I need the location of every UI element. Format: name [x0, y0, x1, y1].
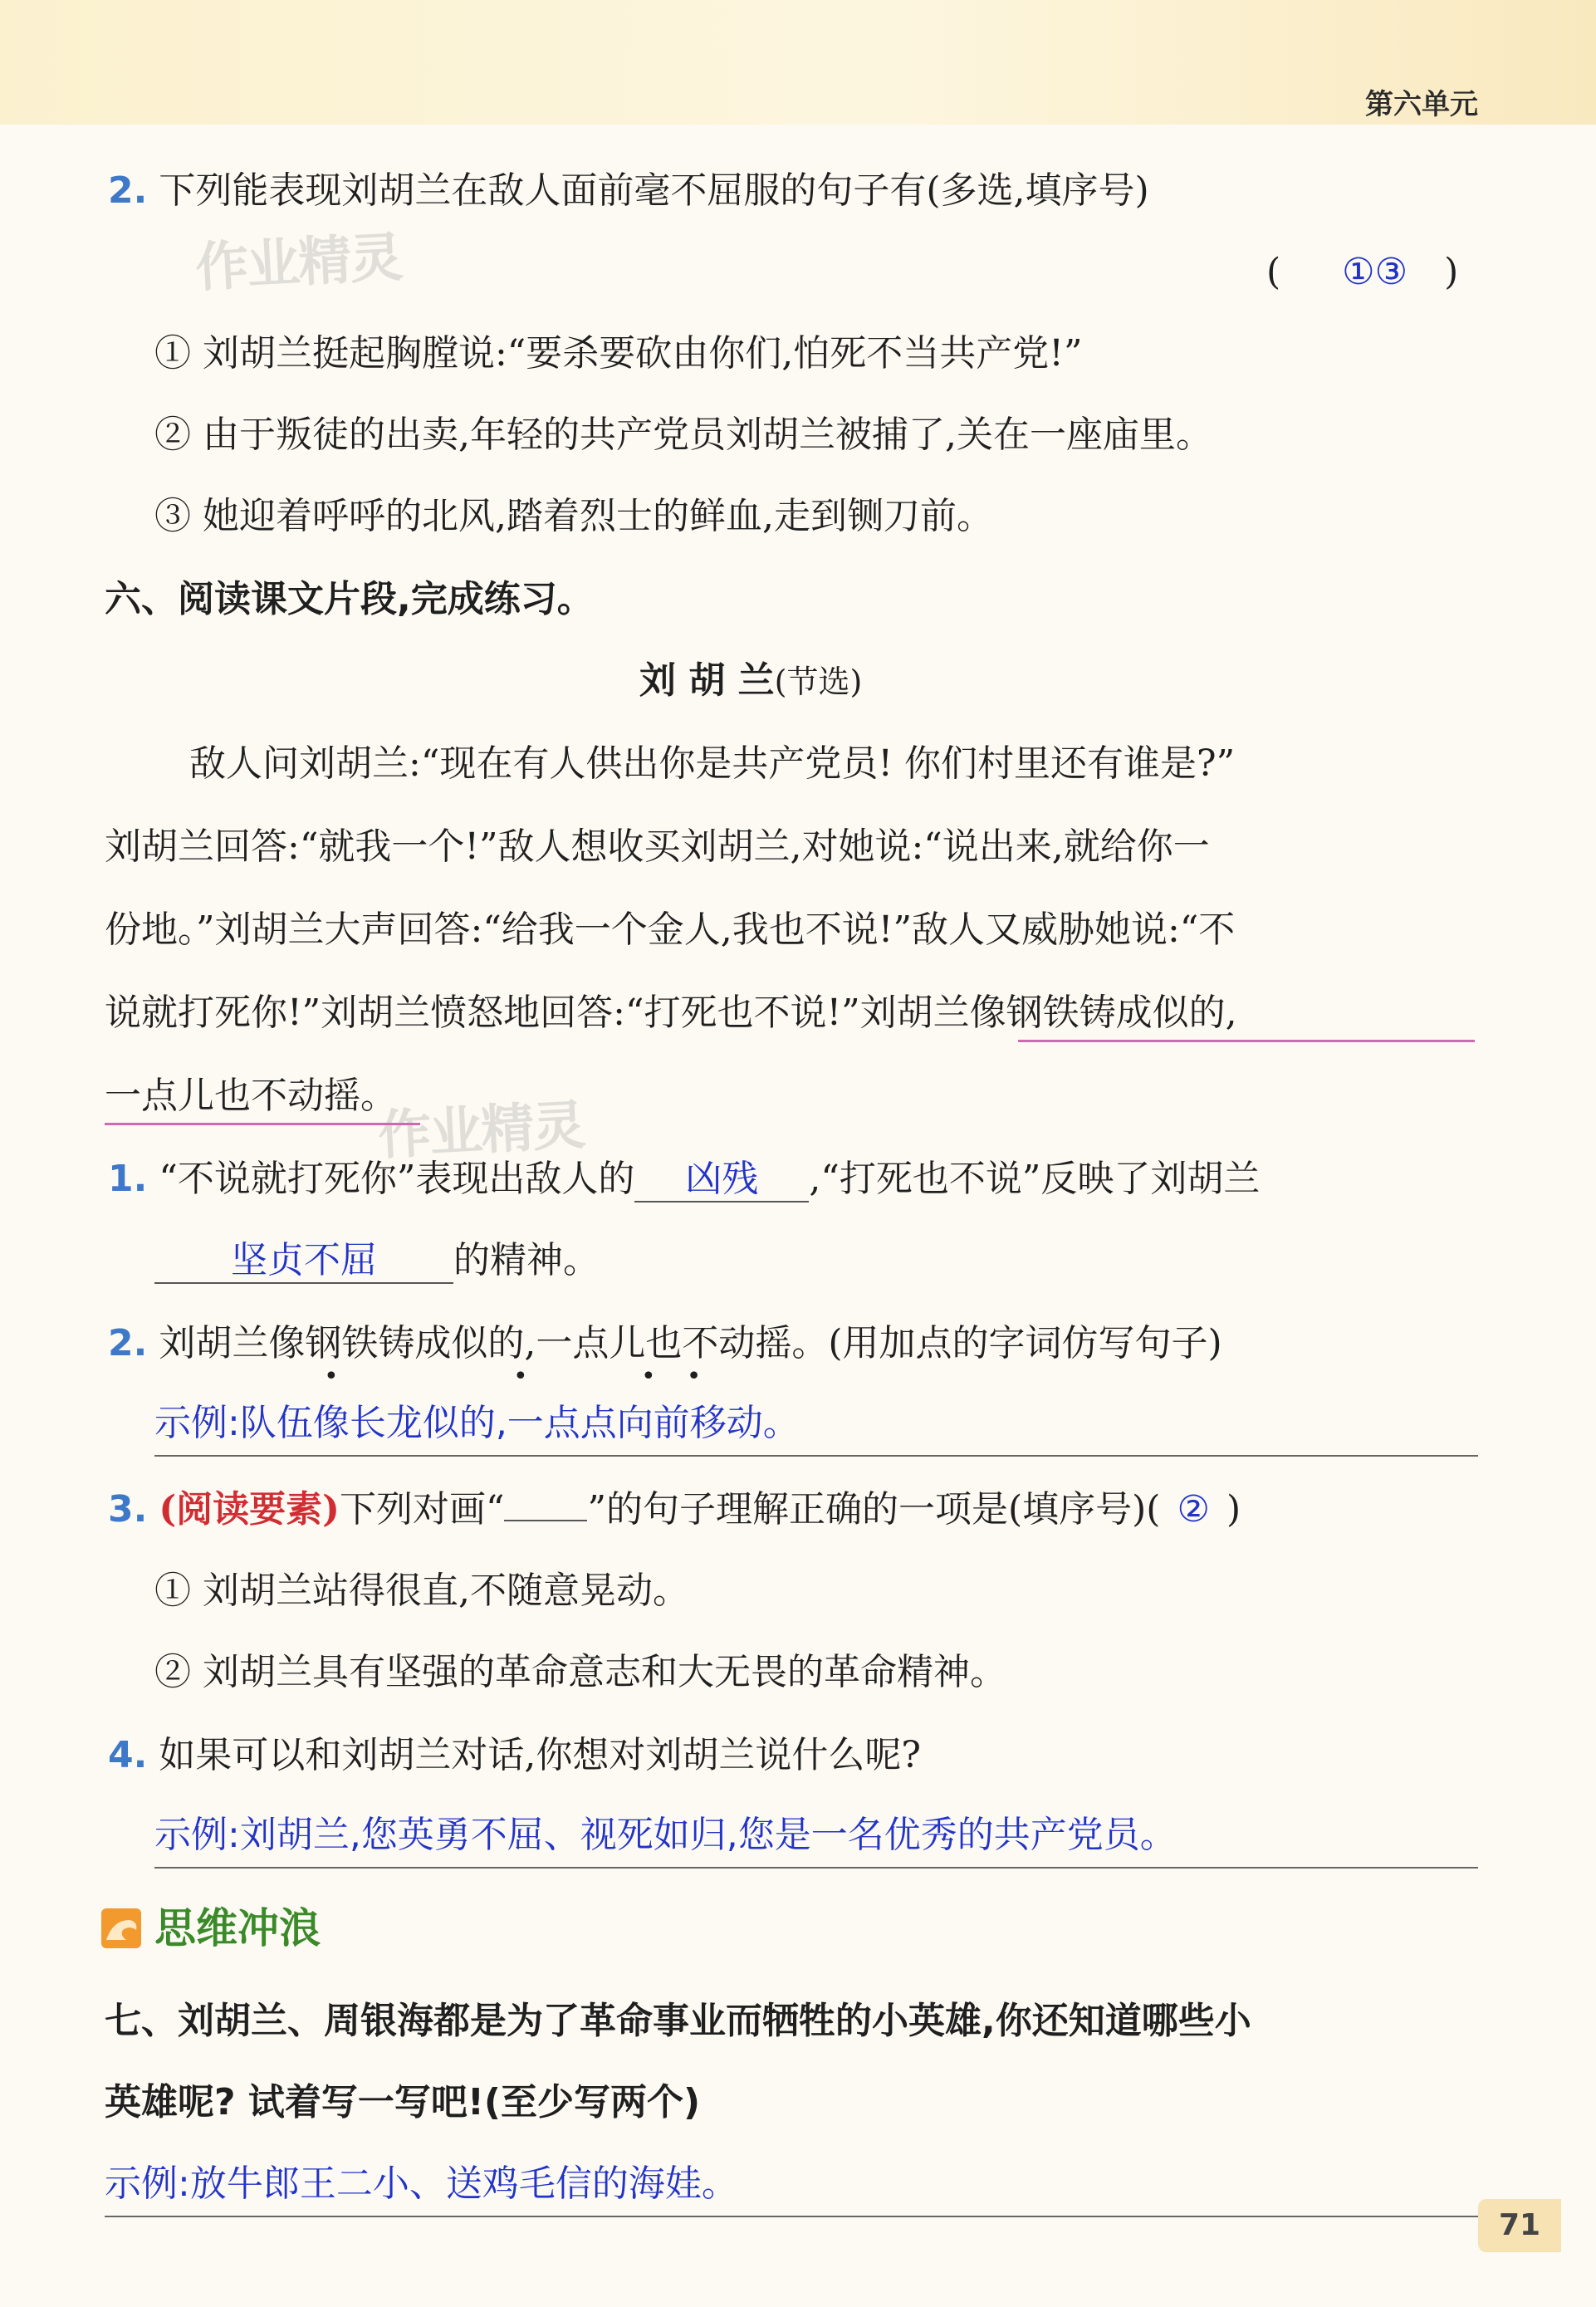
- q6-2-number: 2.: [108, 1322, 148, 1364]
- q6-1-line2: [154, 1236, 600, 1286]
- q6-1-text: ,“打死也不说”反映了刘胡兰: [809, 1158, 1261, 1200]
- q2-paren-open: (: [1266, 251, 1281, 293]
- underline-mark: [105, 1123, 420, 1125]
- watermark: 作业精灵: [376, 1095, 586, 1168]
- wave-icon: [101, 1908, 141, 1948]
- thinking-title: 思维冲浪: [154, 1904, 321, 1952]
- q6-2-text: 刘胡兰像钢铁铸成似的,一点儿也不动摇。(用加点的字词仿写句子): [159, 1322, 1222, 1364]
- passage-underlined-b: 一点儿也不动摇。: [105, 1075, 397, 1117]
- q6-1-line1: [108, 1154, 1260, 1204]
- emphasis-dot: •: [324, 1362, 339, 1391]
- q6-1-text: “不说就打死你”表现出敌人的: [159, 1158, 635, 1200]
- answer-rule: [154, 1455, 1478, 1457]
- q2-option: ③ 她迎着呼呼的北风,踏着烈士的鲜血,走到铡刀前。: [154, 495, 993, 537]
- q6-3-blank: [504, 1520, 587, 1521]
- passage-line: 刘胡兰回答:“就我一个!”敌人想收买刘胡兰,对她说:“说出来,就给你一: [105, 825, 1210, 868]
- underline-mark: [1018, 1040, 1475, 1042]
- header-band: [0, 0, 1596, 125]
- q6-2-answer: 示例:队伍像长龙似的,一点点向前移动。: [154, 1402, 800, 1444]
- q2-answer-box: [1266, 247, 1458, 297]
- q2-answer: ①③: [1342, 251, 1408, 293]
- q6-1-blank1: 凶残: [634, 1158, 809, 1202]
- q2-paren-close: ): [1444, 251, 1459, 293]
- section7-answer: 示例:放牛郎王二小、送鸡毛信的海娃。: [105, 2163, 738, 2205]
- q6-4-answer: 示例:刘胡兰,您英勇不屈、视死如归,您是一名优秀的共产党员。: [154, 1814, 1177, 1856]
- q6-3-answer: ②: [1177, 1488, 1210, 1531]
- section6-title: 六、阅读课文片段,完成练习。: [105, 578, 594, 620]
- q6-3-option: ① 刘胡兰站得很直,不随意晃动。: [154, 1570, 689, 1612]
- q2-text: 下列能表现刘胡兰在敌人面前毫不屈服的句子有(多选,填序号): [159, 169, 1149, 212]
- q6-1-text: 的精神。: [453, 1239, 600, 1281]
- passage-line: 敌人问刘胡兰:“现在有人供出你是共产党员! 你们村里还有谁是?”: [189, 742, 1236, 785]
- passage-title-note: (节选): [774, 664, 863, 700]
- passage-title: [639, 656, 862, 707]
- q6-1-number: 1.: [108, 1158, 148, 1200]
- q6-2-stem: [108, 1319, 1222, 1369]
- answer-rule: [105, 2216, 1478, 2217]
- q6-3-stem: [108, 1485, 1241, 1535]
- q6-4-stem: [108, 1731, 921, 1780]
- passage-underlined-a: 刘胡兰像钢铁铸成似的,: [859, 992, 1237, 1034]
- q6-3-tag: (阅读要素): [159, 1488, 340, 1531]
- passage-title-text: 刘 胡 兰: [639, 659, 775, 702]
- watermark: 作业精灵: [193, 227, 404, 300]
- passage-line: 份地。”刘胡兰大声回答:“给我一个金人,我也不说!”敌人又威胁她说:“不: [105, 909, 1236, 951]
- q6-3-text: 下列对画“: [339, 1488, 505, 1531]
- q6-1-blank2: 坚贞不屈: [154, 1239, 453, 1284]
- emphasis-dot: • •: [641, 1362, 702, 1391]
- q2-option: ① 刘胡兰挺起胸膛说:“要杀要砍由你们,怕死不当共产党!”: [154, 332, 1083, 375]
- section7-line2: 英雄呢? 试着写一写吧!(至少写两个): [105, 2081, 701, 2123]
- q2-option: ② 由于叛徒的出卖,年轻的共产党员刘胡兰被捕了,关在一座庙里。: [154, 414, 1212, 456]
- passage-line: [105, 988, 1237, 1038]
- section7-line1: 七、刘胡兰、周银海都是为了革命事业而牺牲的小英雄,你还知道哪些小: [105, 2000, 1251, 2042]
- q6-3-text: ”的句子理解正确的一项是(填序号)(: [587, 1488, 1161, 1531]
- q6-3-number: 3.: [108, 1488, 148, 1531]
- q2-number: 2.: [108, 169, 148, 212]
- q2-stem: [108, 166, 1149, 216]
- q6-4-number: 4.: [108, 1734, 148, 1776]
- q6-3-text: ): [1226, 1488, 1241, 1531]
- q6-4-text: 如果可以和刘胡兰对话,你想对刘胡兰说什么呢?: [159, 1734, 921, 1776]
- answer-rule: [154, 1867, 1478, 1869]
- q6-3-option: ② 刘胡兰具有坚强的革命意志和大无畏的革命精神。: [154, 1651, 1006, 1693]
- unit-label: 第六单元: [1365, 88, 1478, 121]
- emphasis-dot: •: [513, 1362, 528, 1391]
- passage-line-text: 说就打死你!”刘胡兰愤怒地回答:“打死也不说!”: [105, 992, 860, 1034]
- page-number: 71: [1478, 2199, 1561, 2252]
